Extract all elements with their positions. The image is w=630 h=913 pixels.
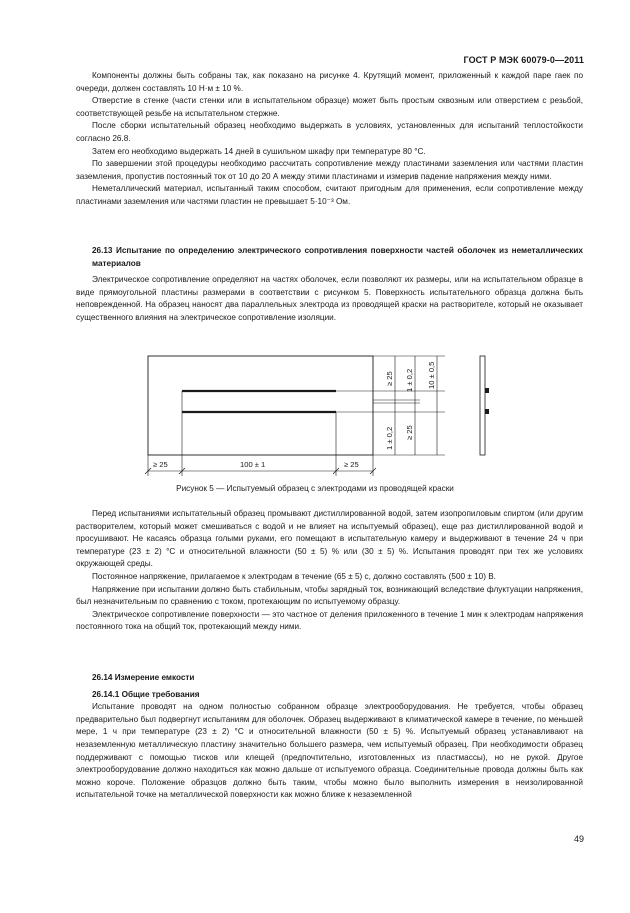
- section-heading: 26.13 Испытание по определению электрического сопротивления поверхности частей оболочек из неметаллических материалов: [92, 246, 583, 268]
- document-code-header: ГОСТ Р МЭК 60079-0—2011: [463, 55, 584, 65]
- after-figure-block: [76, 508, 583, 634]
- dim-electrode-bottom-label: ≥ 25: [405, 425, 414, 440]
- dim-total-width-label: 10 ± 0,5: [427, 361, 436, 389]
- paragraph: Затем его необходимо выдержать 14 дней в сушильном шкафу при температуре 80 °С.: [92, 146, 426, 156]
- paragraph: Отверстие в стенке (части стенки или в испытательном образце) может быть простым сквозным или отверстием с резьбой, соответствующей резьбе на испытательном стержне.: [76, 96, 583, 118]
- paragraph: Электрическое сопротивление поверхности — это частное от деления приложенного в течение 1 мин к электродам напряжения постоянного тока на общий ток, протекающий между ними.: [76, 609, 583, 632]
- dim-right-label: ≥ 25: [344, 460, 359, 469]
- dim-electrode-top-label: ≥ 25: [385, 371, 394, 386]
- section-heading: 26.14 Измерение емкости: [92, 673, 195, 682]
- paragraph: Перед испытаниями испытательный образец промывают дистиллированной водой, затем изопропиловым спиртом (или другим растворителем, который может смешиваться с водой и не влияет на испытуемый образец), еще раз дистиллированной водой и просушивают. Не касаясь образца голыми руками, его помещают в испытательную камеру и выдерживают в течение 24 ч при температуре (23 ± 2) °С и относительной влажности (50 ± 5) % или (30 ± 5) %. Испытания проводят при тех же условиях окружающей среды.: [76, 509, 583, 569]
- paragraph: Напряжение при испытании должно быть стабильным, чтобы зарядный ток, возникающий вследствие флуктуации напряжения, был незначительным по сравнению с током, протекающим по испытуемому образцу.: [76, 584, 583, 607]
- section-26-14: [76, 672, 583, 802]
- specimen-side-view: [480, 356, 485, 455]
- figure-caption: Рисунок 5 — Испытуемый образец с электродами из проводящей краски: [176, 484, 454, 493]
- paragraph: После сборки испытательный образец необходимо выдержать в условиях, установленных для испытаний теплостойкости согласно 26.8.: [76, 121, 583, 143]
- paragraph: Компоненты должны быть собраны так, как показано на рисунке 4. Крутящий момент, приложенный к каждой паре гаек по очереди, должен составлять 10 Н·м ± 10 %.: [76, 71, 583, 93]
- paragraph: Неметаллический материал, испытанный таким способом, считают пригодным для применения, если сопротивление между пластинами заземления или частями пластин не превышает 5·10⁻³ Ом.: [76, 184, 583, 206]
- paragraph: Испытание проводят на одном полностью собранном образце электрооборудования. Не требуется, чтобы образец предварительно был подвергнут испытаниям для оболочек. Образец выдерживают в климатической камере в течение, по меньшей мере, 1 ч при температуре (23 ± 2) °С и относительной влажности (50 ± 5) %. Испытуемый образец устанавливают на незаземленную металлическую пластину значительно большего размера, чем испытуемый образец. При необходимости образец поддерживают с помощью тисков или клещей (предпочтительно, изготовленных из пластмассы), но не рукой. Другое электрооборудование должно находиться как можно дальше от испытуемого образца. Соединительные провода должны быть как можно короче. Положение образцов должно быть таким, чтобы можно было выполнить измерения в неизолированной испытательной точке на металлической поверхности как можно ближе к незаземленной: [76, 702, 583, 800]
- subsection-heading: 26.14.1 Общие требования: [92, 689, 200, 699]
- paragraph: Электрическое сопротивление определяют на частях оболочек, если позволяют их размеры, или на испытательном образце в виде прямоугольной пластины размерами в соответствии с рисунком 5. Поверхность испытательного образца должна быть неповрежденной. На образец наносят два параллельных электрода из проводящей краски на растворителе, который не оказывает существенного влияния на электрическое сопротивление изоляции.: [76, 275, 583, 322]
- dim-gap-top-label: 1 ± 0,2: [405, 368, 414, 392]
- dim-left-label: ≥ 25: [153, 460, 168, 469]
- dim-middle-label: 100 ± 1: [240, 460, 266, 469]
- paragraph: Постоянное напряжение, прилагаемое к электродам в течение (65 ± 5) с, должно составлять (500 ± 10) В.: [92, 571, 496, 581]
- page-number: 49: [573, 834, 584, 844]
- paragraph: По завершении этой процедуры необходимо рассчитать сопротивление между пластинами заземления или частями пластин заземления, пропустив постоянный ток от 10 до 20 А между этими пластинами и измерив падение напряжения между ними.: [76, 159, 583, 181]
- dim-gap-bottom-label: 1 ± 0,2: [385, 426, 394, 450]
